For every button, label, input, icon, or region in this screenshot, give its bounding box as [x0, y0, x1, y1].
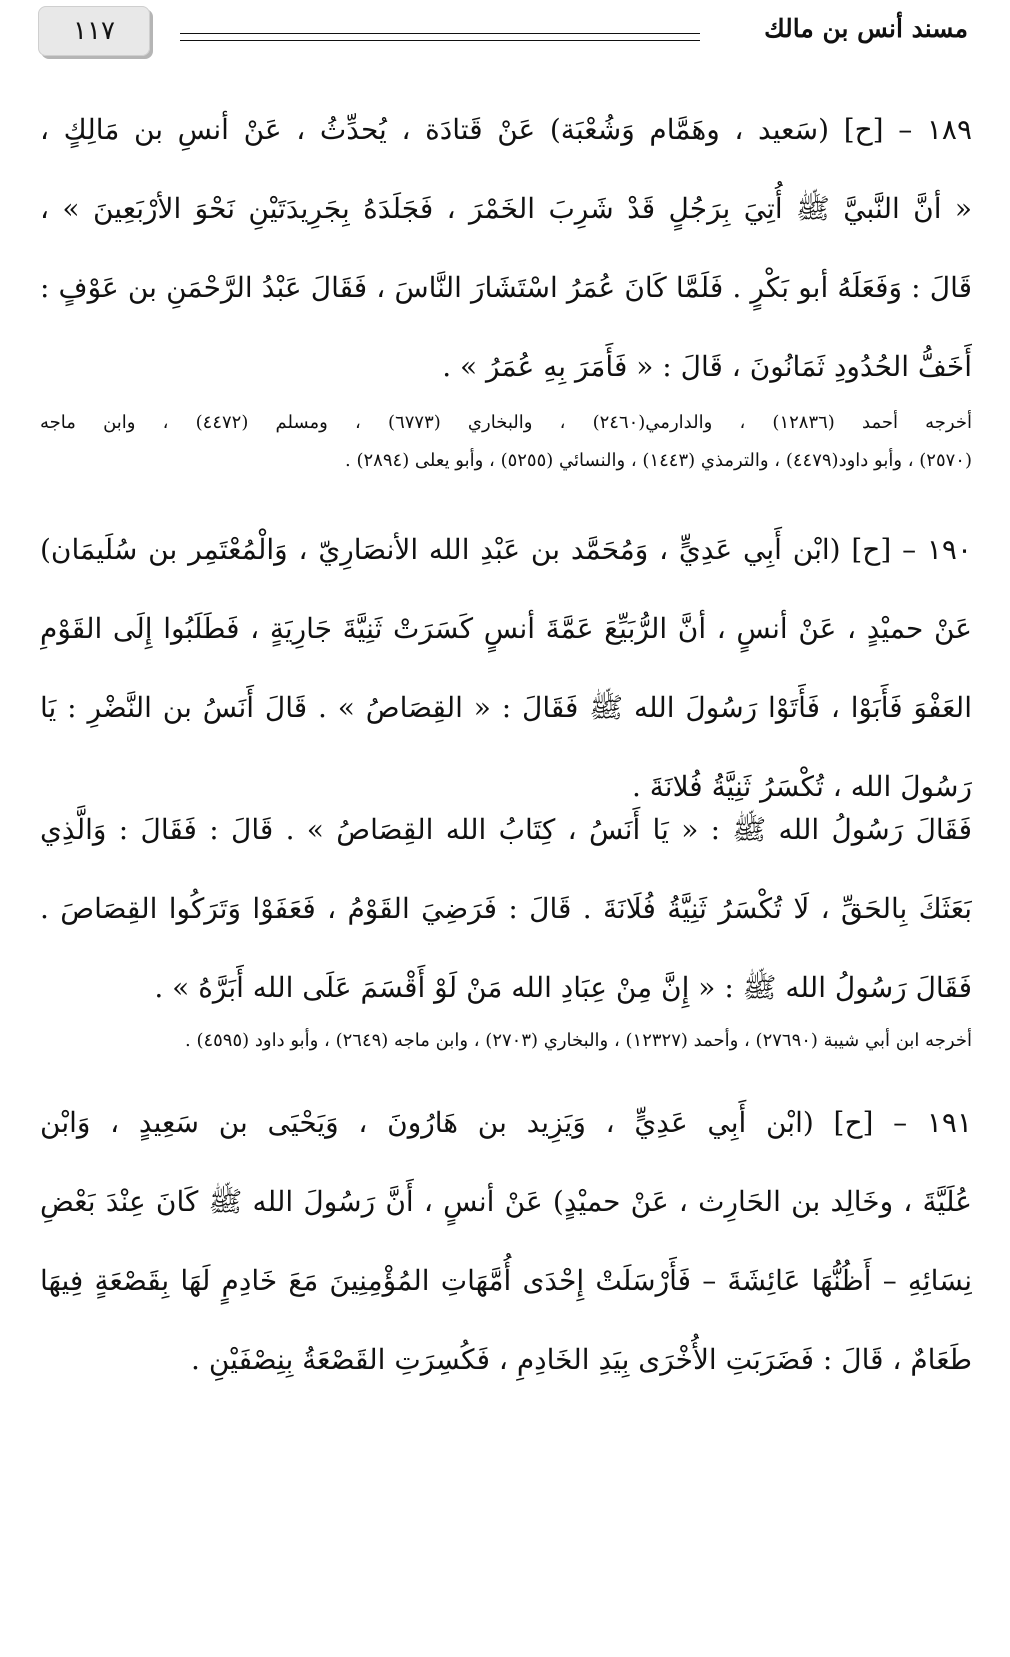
text-line: رَسُولَ الله ، تُكْسَرُ ثَنِيَّةُ فُلانَةَ . — [631, 770, 972, 803]
text-line: طَعَامٌ ، قَالَ : فَضَرَبَتِ الأُخْرَى بِيَدِ الخَادِمِ ، فَكُسِرَتِ القَصْعَةُ بِنِصْفَيْنِ . — [191, 1343, 972, 1376]
page-header — [0, 0, 1010, 70]
footnote-line: (٢٥٧٠) ، وأبو داود(٤٤٧٩) ، والترمذي (١٤٤٣) ، والنسائي (٥٢٥٥) ، وأبو يعلى (٢٨٩٤) . — [345, 450, 972, 471]
text-line: عُلَيَّةَ ، وخَالِد بن الحَارِث ، عَنْ حميْدٍ) عَنْ أنسٍ ، أَنَّ رَسُولَ الله ﷺ كَانَ عِنْدَ بَعْضِ — [40, 1185, 972, 1218]
text-line: عَنْ حميْدٍ ، عَنْ أنسٍ ، أنَّ الرُّبَيِّعَ عَمَّةَ أنسٍ كَسَرَتْ ثَنِيَّةَ جَارِيَةٍ ، فَطَلَبُوا إِلَى القَوْمِ — [40, 612, 972, 645]
running-title: مسند أنس بن مالك — [764, 14, 968, 43]
hadith-190-continued — [40, 790, 972, 1027]
text-line: فَقَالَ رَسُولُ الله ﷺ : « يَا أَنَسُ ، كِتَابُ الله القِصَاصُ » . قَالَ : فَقَالَ : وَالَّذِي — [40, 813, 972, 846]
text-line: أَخَفُّ الحُدُودِ ثَمَانُونَ ، قَالَ : « فَأَمَرَ بِهِ عُمَرُ » . — [442, 350, 972, 383]
text-line: ١٨٩ – [ح] (سَعيد ، وهَمَّام وَشُعْبَة) عَنْ قَتادَة ، يُحدِّثُ ، عَنْ أنسِ بن مَالِكٍ ، — [40, 113, 972, 146]
page-number-badge — [38, 6, 150, 56]
text-line: ١٩٠ – [ح] (ابْن أَبِي عَدِيٍّ ، وَمُحَمَّد بن عَبْدِ الله الأنصَارِيّ ، وَالْمُعْتَمِر بن سُلَيمَان) — [40, 533, 972, 566]
text-line: ١٩١ – [ح] (ابْن أَبِي عَدِيٍّ ، وَيَزِيد بن هَارُونَ ، وَيَحْيَى بن سَعِيدٍ ، وَابْن — [40, 1106, 972, 1139]
footnote-190 — [40, 1022, 972, 1060]
header-rule-top — [180, 33, 700, 34]
header-rule-bottom — [180, 40, 700, 41]
text-line: فَقَالَ رَسُولُ الله ﷺ : « إِنَّ مِنْ عِبَادِ الله مَنْ لَوْ أَقْسَمَ عَلَى الله أَبَرَّهُ » . — [154, 971, 972, 1004]
text-line: « أنَّ النَّبيَّ ﷺ أُتِيَ بِرَجُلٍ قَدْ شَرِبَ الخَمْرَ ، فَجَلَدَهُ بِجَرِيدَتَيْنِ نَحْوَ الأرْبَعِينَ » ، — [40, 192, 972, 225]
text-line: بَعَثَكَ بِالحَقِّ ، لَا تُكْسَرُ ثَنِيَّةُ فُلَانَةَ . قَالَ : فَرَضِيَ القَوْمُ ، فَعَفَوْا وَتَرَكُوا القِصَاصَ . — [40, 892, 972, 925]
text-line: قَالَ : وَفَعَلَهُ أبو بَكْرٍ . فَلَمَّا كَانَ عُمَرُ اسْتَشَارَ النَّاسَ ، فَقَالَ عَبْدُ الرَّحْمَنِ بن عَوْفٍ : — [40, 271, 972, 304]
footnote-189 — [40, 404, 972, 480]
footnote-line: أخرجه أحمد (١٢٨٣٦) ، والدارمي(٢٤٦٠) ، والبخاري (٦٧٧٣) ، ومسلم (٤٤٧٢) ، وابن ماجه — [40, 412, 972, 433]
footnote-line: أخرجه ابن أبي شيبة (٢٧٦٩٠) ، وأحمد (١٢٣٢٧) ، والبخاري (٢٧٠٣) ، وابن ماجه (٢٦٤٩) ، وأبو داود (٤٥٩٥) . — [185, 1030, 972, 1051]
hadith-190 — [40, 510, 972, 826]
hadith-189 — [40, 90, 972, 406]
text-line: العَفْوَ فَأَبَوْا ، فَأَتَوْا رَسُولَ الله ﷺ فَقَالَ : « القِصَاصُ » . قَالَ أَنَسُ بن النَّضْرِ : يَا — [40, 691, 972, 724]
hadith-191 — [40, 1083, 972, 1399]
page-number: ١١٧ — [73, 16, 115, 46]
text-line: نِسَائِهِ – أَظُنُّهَا عَائِشَةَ – فَأَرْسَلَتْ إِحْدَى أُمَّهَاتِ المُؤْمِنِينَ مَعَ خَادِمٍ لَهَا بِقَصْعَةٍ فِيهَا — [40, 1264, 972, 1297]
